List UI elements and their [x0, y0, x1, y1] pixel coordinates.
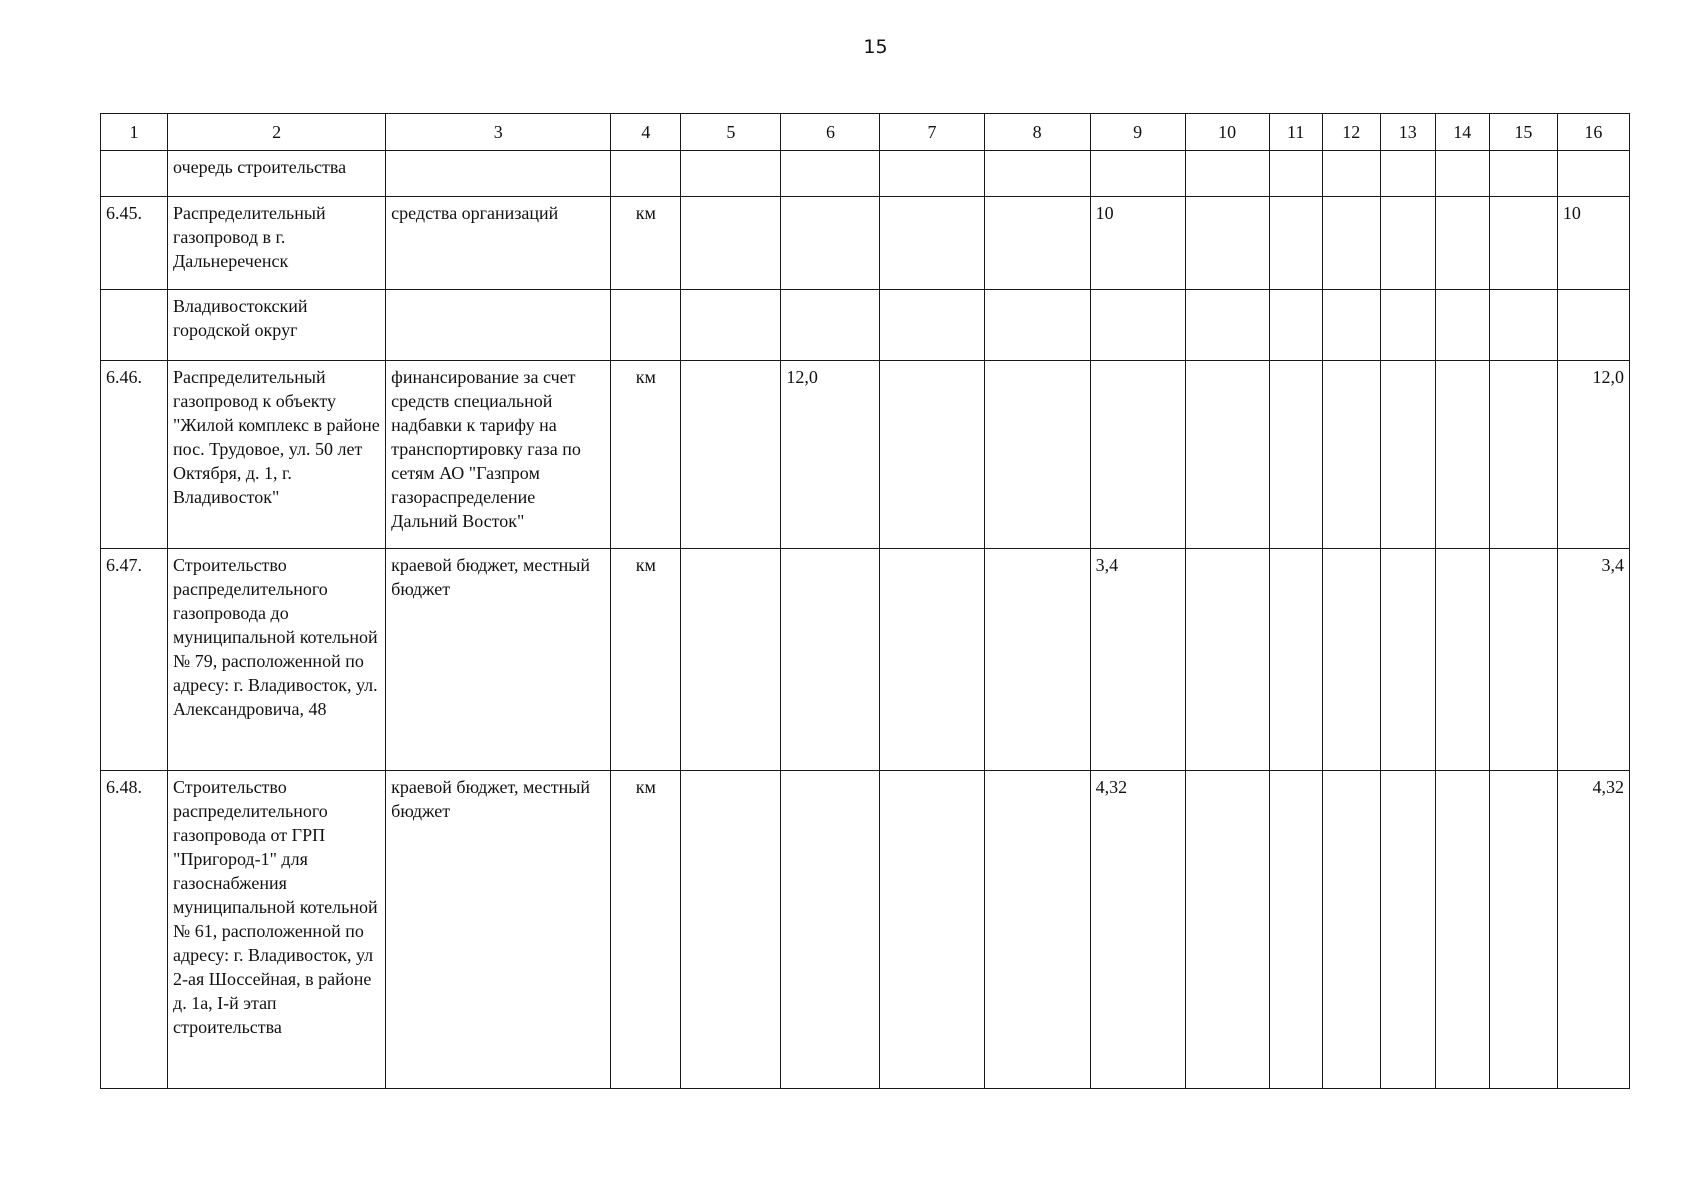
cell: [1380, 771, 1435, 1089]
cell: [1380, 197, 1435, 290]
cell: [1269, 290, 1322, 361]
unit: [611, 290, 681, 361]
header-cell: 8: [984, 114, 1090, 151]
funding-source: краевой бюджет, местный бюджет: [386, 771, 611, 1089]
cell: [1435, 549, 1489, 771]
table-row: [101, 771, 1630, 1089]
funding-source: средства организаций: [386, 197, 611, 290]
cell: [681, 151, 781, 197]
header-cell: 4: [611, 114, 681, 151]
value-col-6: [781, 549, 880, 771]
cell: [1489, 361, 1557, 549]
value-col-6: [781, 290, 880, 361]
cell: [1435, 771, 1489, 1089]
cell: [880, 361, 984, 549]
table-row: [101, 549, 1630, 771]
cell: [1322, 290, 1380, 361]
cell: [1322, 771, 1380, 1089]
group-name: Владивостокский городской округ: [168, 290, 386, 361]
object-name: Строительство распределительного газопровода до муниципальной котельной № 79, расположенной по адресу: г. Владивосток, ул. Александровича, 48: [168, 549, 386, 771]
row-number: 6.46.: [101, 361, 168, 549]
value-col-16: 10: [1557, 197, 1629, 290]
cell: [681, 771, 781, 1089]
cell: [880, 197, 984, 290]
cell: [1322, 361, 1380, 549]
object-name: Распределительный газопровод к объекту "Жилой комплекс в районе пос. Трудовое, ул. 50 лет Октября, д. 1, г. Владивосток": [168, 361, 386, 549]
cell: [984, 151, 1090, 197]
cell: [681, 549, 781, 771]
value-col-16: 3,4: [1557, 549, 1629, 771]
value-col-6: [781, 197, 880, 290]
header-cell: 7: [880, 114, 984, 151]
cell: [1185, 549, 1269, 771]
cell: [681, 290, 781, 361]
object-name: Распределительный газопровод в г. Дальнереченск: [168, 197, 386, 290]
unit: км: [611, 361, 681, 549]
object-name: очередь строительства: [168, 151, 386, 197]
unit: км: [611, 197, 681, 290]
header-cell: 5: [681, 114, 781, 151]
funding-source: краевой бюджет, местный бюджет: [386, 549, 611, 771]
header-cell: 3: [386, 114, 611, 151]
cell: [1185, 361, 1269, 549]
cell: [1435, 197, 1489, 290]
value-col-16: [1557, 151, 1629, 197]
value-col-16: [1557, 290, 1629, 361]
cell: [1322, 197, 1380, 290]
row-number: 6.48.: [101, 771, 168, 1089]
funding-source: финансирование за счет средств специальной надбавки к тарифу на транспортировку газа по сетям АО "Газпром газораспределение Дальний Восток": [386, 361, 611, 549]
header-cell: 2: [168, 114, 386, 151]
cell: [1269, 361, 1322, 549]
cell: [1185, 151, 1269, 197]
cell: [1489, 290, 1557, 361]
cell: [1489, 151, 1557, 197]
value-col-6: 12,0: [781, 361, 880, 549]
cell: [681, 197, 781, 290]
header-cell: 16: [1557, 114, 1629, 151]
row-number: 6.45.: [101, 197, 168, 290]
table-row: [101, 361, 1630, 549]
cell: [1435, 290, 1489, 361]
value-col-9: [1090, 290, 1185, 361]
header-cell: 13: [1380, 114, 1435, 151]
header-cell: 15: [1489, 114, 1557, 151]
header-cell: 9: [1090, 114, 1185, 151]
cell: [1380, 151, 1435, 197]
header-row: [101, 114, 1630, 151]
cell: [681, 361, 781, 549]
table-row: [101, 197, 1630, 290]
cell: [1322, 549, 1380, 771]
cell: [1380, 361, 1435, 549]
value-col-6: [781, 151, 880, 197]
page-number: 15: [863, 36, 888, 58]
cell: [984, 197, 1090, 290]
header-cell: 12: [1322, 114, 1380, 151]
cell: [1380, 290, 1435, 361]
value-col-6: [781, 771, 880, 1089]
cell: [880, 290, 984, 361]
cell: [1269, 151, 1322, 197]
cell: [984, 361, 1090, 549]
table-row: [101, 290, 1630, 361]
value-col-9: 4,32: [1090, 771, 1185, 1089]
value-col-9: 3,4: [1090, 549, 1185, 771]
header-cell: 11: [1269, 114, 1322, 151]
cell: [880, 549, 984, 771]
header-cell: 1: [101, 114, 168, 151]
cell: [1185, 771, 1269, 1089]
cell: [1489, 771, 1557, 1089]
unit: км: [611, 771, 681, 1089]
cell: [984, 771, 1090, 1089]
cell: [984, 549, 1090, 771]
table-row: [101, 151, 1630, 197]
cell: [1435, 361, 1489, 549]
data-table: [100, 113, 1630, 1089]
value-col-9: [1090, 361, 1185, 549]
row-number: [101, 151, 168, 197]
header-cell: 6: [781, 114, 880, 151]
row-number: 6.47.: [101, 549, 168, 771]
cell: [880, 151, 984, 197]
cell: [1185, 197, 1269, 290]
cell: [1269, 197, 1322, 290]
row-number: [101, 290, 168, 361]
cell: [1269, 549, 1322, 771]
value-col-16: 4,32: [1557, 771, 1629, 1089]
cell: [1489, 197, 1557, 290]
funding-source: [386, 290, 611, 361]
header-cell: 14: [1435, 114, 1489, 151]
value-col-9: 10: [1090, 197, 1185, 290]
header-cell: 10: [1185, 114, 1269, 151]
cell: [1185, 290, 1269, 361]
value-col-9: [1090, 151, 1185, 197]
cell: [984, 290, 1090, 361]
cell: [1269, 771, 1322, 1089]
cell: [1322, 151, 1380, 197]
value-col-16: 12,0: [1557, 361, 1629, 549]
cell: [1380, 549, 1435, 771]
unit: [611, 151, 681, 197]
unit: км: [611, 549, 681, 771]
cell: [1489, 549, 1557, 771]
cell: [1435, 151, 1489, 197]
object-name: Строительство распределительного газопровода от ГРП "Пригород-1" для газоснабжения муниципальной котельной № 61, расположенной по адресу: г. Владивосток, ул 2-ая Шоссейная, в районе д. 1а, I-й этап строительства: [168, 771, 386, 1089]
funding-source: [386, 151, 611, 197]
cell: [880, 771, 984, 1089]
